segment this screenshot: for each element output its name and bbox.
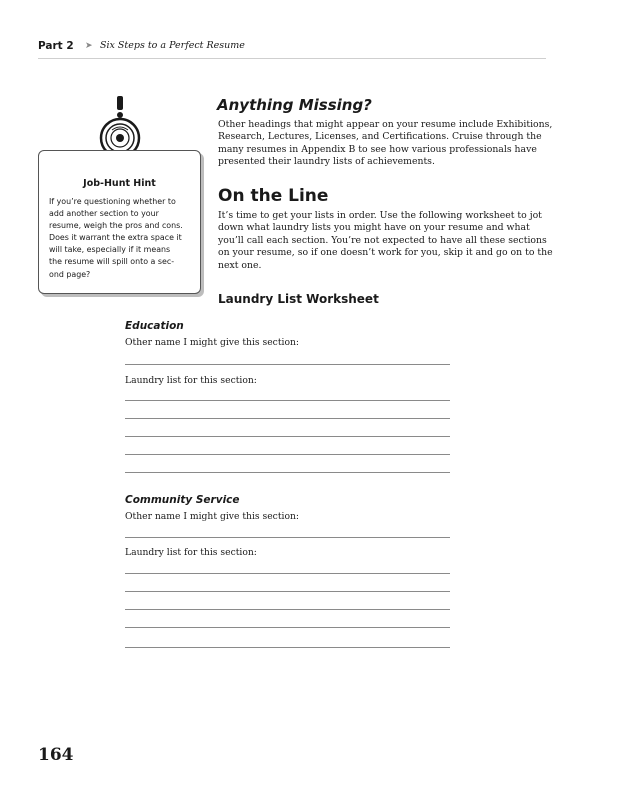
hint-title: Job-Hunt Hint <box>83 178 156 189</box>
other-name-label: Other name I might give this section: <box>125 337 299 348</box>
part-label: Part 2 <box>38 40 74 52</box>
write-in-line[interactable] <box>125 418 450 419</box>
on-the-line-paragraph <box>218 210 553 272</box>
anything-missing-heading: Anything Missing? <box>217 96 372 114</box>
community-service-heading: Community Service <box>125 494 240 506</box>
job-hunt-hint-box <box>38 150 201 294</box>
paragraph-line: next one. <box>218 259 262 271</box>
write-in-line[interactable] <box>125 609 450 610</box>
write-in-line[interactable] <box>125 573 450 574</box>
write-in-line[interactable] <box>125 454 450 455</box>
write-in-line[interactable] <box>125 537 450 538</box>
paragraph-line: down what laundry lists you might have on your resume and what <box>218 222 530 234</box>
hint-line: If you’re questioning whether to <box>49 197 176 206</box>
anything-missing-paragraph <box>218 119 553 169</box>
write-in-line[interactable] <box>125 627 450 628</box>
education-heading: Education <box>125 320 184 332</box>
worksheet-title: Laundry List Worksheet <box>218 292 379 306</box>
laundry-list-label: Laundry list for this section: <box>125 547 257 558</box>
paragraph-line: Other headings that might appear on your resume include Exhibitions, <box>218 119 553 130</box>
paragraph-line: Research, Lectures, Licenses, and Certifications. Cruise through the <box>218 131 542 143</box>
running-header <box>38 40 546 59</box>
on-the-line-heading: On the Line <box>218 186 329 206</box>
write-in-line[interactable] <box>125 436 450 437</box>
paragraph-line: presented their laundry lists of achievements. <box>218 156 435 168</box>
chapter-title: Six Steps to a Perfect Resume <box>100 40 245 51</box>
hint-line: Does it warrant the extra space it <box>49 233 182 243</box>
write-in-line[interactable] <box>125 472 450 473</box>
write-in-line[interactable] <box>125 364 450 365</box>
paragraph-line: It’s time to get your lists in order. Use the following worksheet to jot <box>218 210 542 221</box>
hint-line: will take, especially if it means <box>49 245 171 255</box>
paragraph-line: on your resume, so if one doesn’t work for you, skip it and go on to the <box>218 247 553 259</box>
other-name-label: Other name I might give this section: <box>125 511 299 522</box>
write-in-line[interactable] <box>125 591 450 592</box>
paragraph-line: you’ll call each section. You’re not expected to have all these sections <box>218 234 547 246</box>
write-in-line[interactable] <box>125 400 450 401</box>
laundry-list-label: Laundry list for this section: <box>125 375 257 386</box>
arrow-icon: ➤ <box>85 41 93 51</box>
hint-line: resume, weigh the pros and cons. <box>49 221 183 231</box>
hint-line: the resume will spill onto a sec- <box>49 257 175 267</box>
hint-body <box>49 196 199 281</box>
hint-line: ond page? <box>49 269 91 279</box>
hint-line: add another section to your <box>49 209 159 219</box>
page-number: 164 <box>38 745 74 765</box>
write-in-line[interactable] <box>125 647 450 648</box>
paragraph-line: many resumes in Appendix B to see how various professionals have <box>218 143 537 155</box>
